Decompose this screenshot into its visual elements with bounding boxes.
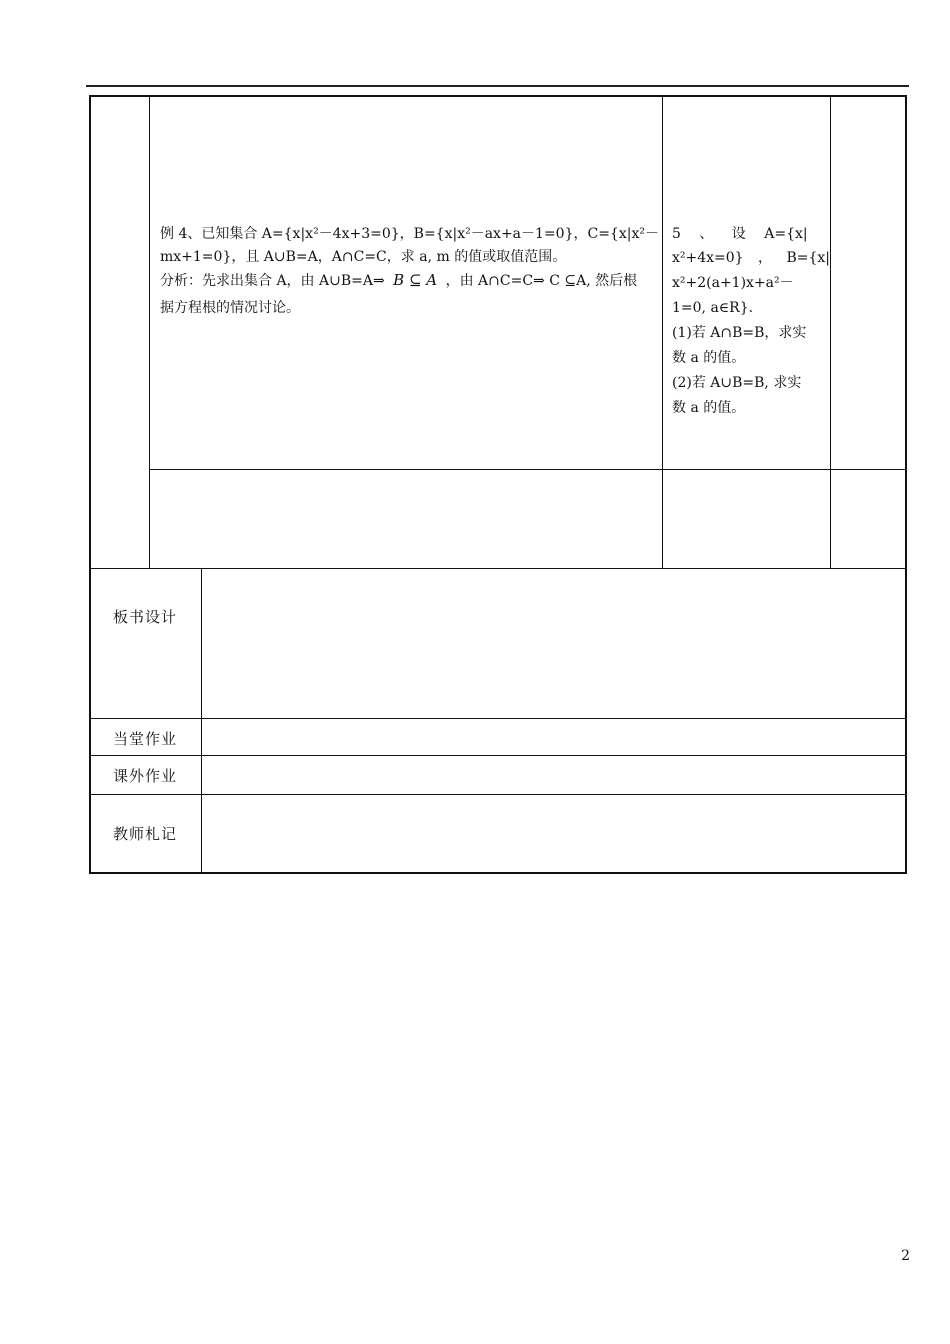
row-divider-class-hw — [89, 718, 907, 719]
col-divider-3 — [830, 95, 831, 569]
board-design-label: 板书设计 — [113, 608, 178, 626]
exercise-line-2: x²+4x=0} ， B={x| — [672, 250, 831, 266]
example-line-2: mx+1=0}，且 A∪B=A，A∩C=C，求 a, m 的值或取值范围。 — [160, 249, 567, 265]
exercise-line-1: 5 、 设 A={x| — [672, 226, 808, 242]
col-divider-1 — [149, 95, 150, 569]
extra-homework-label: 课外作业 — [113, 767, 178, 785]
lesson-table — [89, 95, 907, 874]
exercise-line-6: 数 a 的值。 — [672, 350, 746, 366]
row-divider-notes — [89, 794, 907, 795]
row-divider-board — [89, 568, 907, 569]
row-divider-extra-hw — [89, 755, 907, 756]
exercise-line-8: 数 a 的值。 — [672, 400, 746, 416]
exercise-line-5: (1)若 A∩B=B，求实 — [672, 325, 807, 341]
example-line-3 — [160, 268, 637, 293]
class-homework-label: 当堂作业 — [113, 730, 178, 748]
example-line-3-part-b: ，由 A∩C=C⇒ C ⊆A, 然后根 — [445, 273, 638, 289]
header-rule — [86, 85, 909, 87]
exercise-line-3: x²+2(a+1)x+a²－ — [672, 275, 794, 291]
example-line-3-part-a: 分析：先求出集合 A，由 A∪B=A⇒ — [160, 273, 385, 289]
row-divider-inner — [149, 469, 906, 470]
page-number: 2 — [901, 1248, 910, 1264]
col-divider-labels — [201, 568, 202, 873]
exercise-line-4: 1=0, a∈R}. — [672, 300, 754, 316]
example-line-4: 据方程根的情况讨论。 — [160, 300, 300, 316]
example-line-1: 例 4、已知集合 A={x|x²－4x+3=0}，B={x|x²－ax+a－1=0}，C={x|x²－ — [160, 226, 659, 242]
exercise-line-7: (2)若 A∪B=B, 求实 — [672, 375, 802, 391]
subset-expression: B ⊆ A — [393, 271, 438, 289]
teacher-notes-label: 教师札记 — [113, 825, 178, 843]
col-divider-2 — [662, 95, 663, 569]
